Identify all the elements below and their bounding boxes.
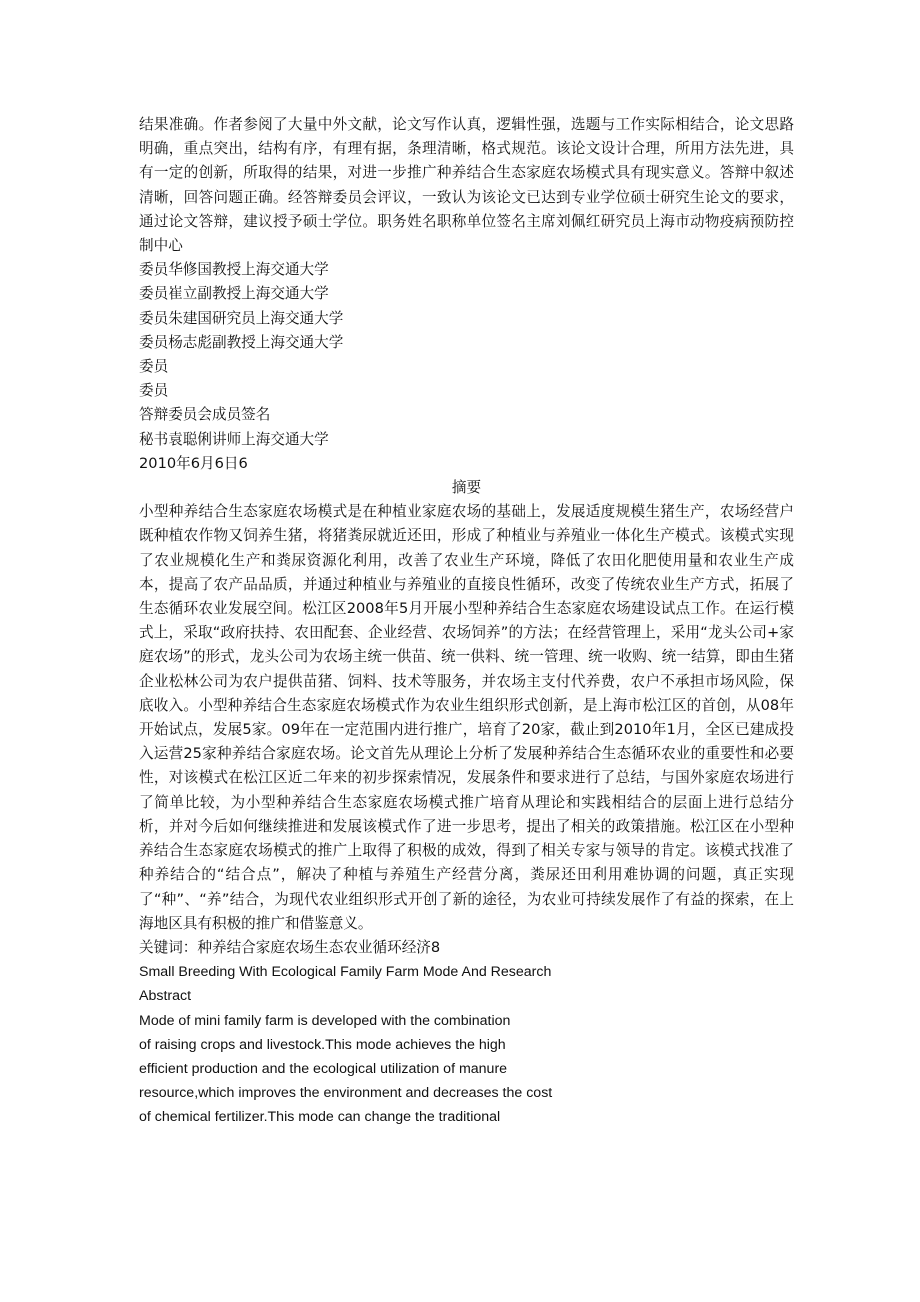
evaluation-paragraph: 结果准确。作者参阅了大量中外文献，论文写作认真，逻辑性强，选题与工作实际相结合，论文思路明确，重点突出，结构有序，有理有据，条理清晰，格式规范。该论文设计合理，所用方法先进，具有一定的创新，所取得的结果，对进一步推广种养结合生态家庭农场模式具有现实意义。答辩中叙述清晰，回答问题正确。经答辩委员会评议，一致认为该论文已达到专业学位硕士研究生论文的要求，通过论文答辩，建议授予硕士学位。职务姓名职称单位签名主席刘佩红研究员上海市动物疫病预防控制中心 xyxy=(139,116,794,255)
committee-member: 委员朱建国研究员上海交通大学 xyxy=(139,309,344,327)
signature-label: 答辩委员会成员签名 xyxy=(139,406,271,424)
committee-member: 委员 xyxy=(139,382,169,400)
abstract-en-line: efficient production and the ecological utilization of manure xyxy=(139,1060,508,1077)
committee-member: 委员 xyxy=(139,358,169,376)
committee-member: 委员崔立副教授上海交通大学 xyxy=(139,285,329,303)
abstract-en-line: resource,which improves the environment and decreases the cost xyxy=(139,1085,553,1102)
abstract-en-heading: Abstract xyxy=(139,988,192,1005)
defense-date: 2010年6月6日6 xyxy=(139,454,248,472)
english-title: Small Breeding With Ecological Family Farm Mode And Research xyxy=(139,964,552,981)
abstract-en-line: of chemical fertilizer.This mode can change the traditional xyxy=(139,1109,501,1126)
committee-member: 委员华修国教授上海交通大学 xyxy=(139,261,329,279)
keywords-line: 关键词：种养结合家庭农场生态农业循环经济8 xyxy=(139,938,441,956)
committee-list xyxy=(139,258,794,476)
abstract-cn-heading: 摘要 xyxy=(451,479,482,497)
abstract-en-line: of raising crops and livestock.This mode achieves the high xyxy=(139,1036,506,1053)
abstract-en-line: Mode of mini family farm is developed with the combination xyxy=(139,1012,511,1029)
abstract-cn-body: 小型种养结合生态家庭农场模式是在种植业家庭农场的基础上，发展适度规模生猪生产，农场经营户既种植农作物又饲养生猪，将猪粪尿就近还田，形成了种植业与养殖业一体化生产模式。该模式实现了农业规模化生产和粪尿资源化利用，改善了农业生产环境，降低了农田化肥使用量和农业生产成本，提高了农产品品质，并通过种植业与养殖业的直接良性循环，改变了传统农业生产方式，拓展了生态循环农业发展空间。松江区2008年5月开展小型种养结合生态家庭农场建设试点工作。在运行模式上，采取“政府扶持、农田配套、企业经营、农场饲养”的方法；在经营管理上，采用“龙头公司+家庭农场”的形式，龙头公司为农场主统一供苗、统一供料、统一管理、统一收购、统一结算，即由生猪企业松林公司为农户提供苗猪、饲料、技术等服务，并农场主支付代养费，农户不承担市场风险，保底收入。小型种养结合生态家庭农场模式作为农业生组织形式创新，是上海市松江区的首创，从08年开始试点，发展5家。09年在一定范围内进行推广，培育了20家，截止到2010年1月，全区已建成投入运营25家种养结合家庭农场。论文首先从理论上分析了发展种养结合生态循环农业的重要性和必要性，对该模式在松江区近二年来的初步探索情况，发展条件和要求进行了总结，与国外家庭农场进行了简单比较，为小型种养结合生态家庭农场模式推广培育从理论和实践相结合的层面上进行总结分析，并对今后如何继续推进和发展该模式作了进一步思考，提出了相关的政策措施。松江区在小型种养结合生态家庭农场模式的推广上取得了积极的成效，得到了相关专家与领导的肯定。该模式找准了种养结合的“结合点”，解决了种植与养殖生产经营分离，粪尿还田利用难协调的问题，真正实现了“种”、“养”结合，为现代农业组织形式开创了新的途径，为农业可持续发展作了有益的探索，在上海地区具有积极的推广和借鉴意义。 xyxy=(139,503,794,932)
document-page xyxy=(139,113,794,1130)
committee-member: 委员杨志彪副教授上海交通大学 xyxy=(139,333,344,351)
secretary-line: 秘书袁聪俐讲师上海交通大学 xyxy=(139,430,329,448)
